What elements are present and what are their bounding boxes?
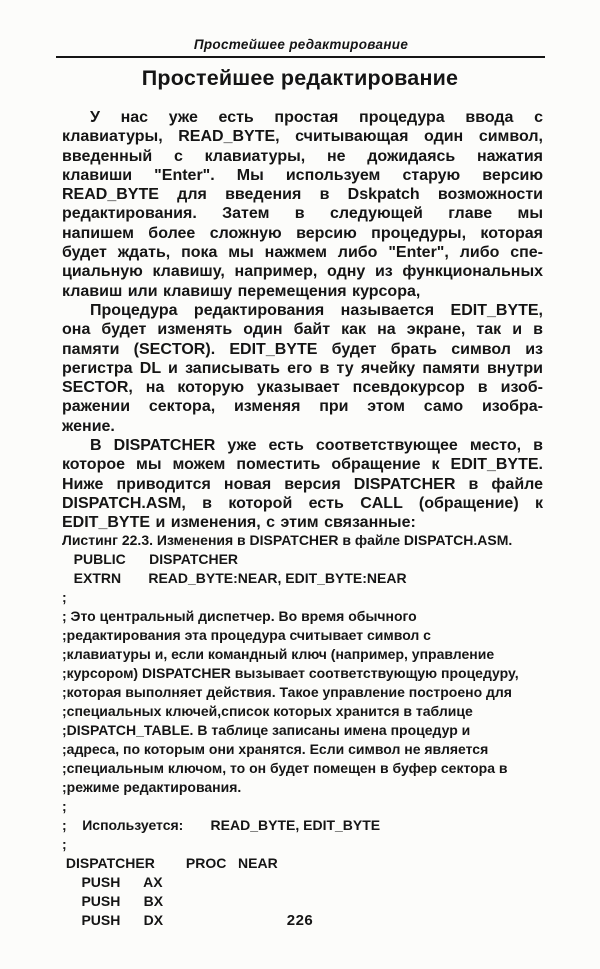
code-listing: [62, 531, 577, 930]
text-line: ражении сектора, изменяя при этом само изобра-: [62, 398, 543, 416]
paragraphs: [62, 108, 543, 533]
page-number: 226: [286, 912, 314, 929]
code-line: ;которая выполняет действия. Такое управление построено для: [62, 684, 512, 700]
text-line: циальную клавишу, например, одну из функциональных: [62, 263, 543, 281]
text-line: она будет изменять один байт как на экране, так и в: [62, 321, 543, 339]
paragraph: [62, 436, 543, 532]
text-line: Процедура редактирования называется EDIT_BYTE,: [90, 301, 543, 319]
code-line: ;DISPATCH_TABLE. В таблице записаны имена процедур и: [62, 722, 471, 738]
code-line: DISPATCHER PROC NEAR: [62, 855, 278, 871]
text-line: EDIT_BYTE и изменения, с этим связанные:: [62, 514, 416, 532]
code-line: ;адреса, по которым они хранятся. Если символ не является: [62, 741, 489, 757]
code-line: ;режиме редактирования.: [62, 779, 242, 795]
listing-code: [62, 550, 577, 930]
paragraph: [62, 301, 543, 436]
code-line: ;клавиатуры и, если командный ключ (например, управление: [62, 646, 495, 662]
code-line: ; Используется: READ_BYTE, EDIT_BYTE: [62, 817, 381, 833]
text-line: клавиш или клавишу перемещения курсора,: [62, 282, 421, 300]
text-line: жение.: [62, 417, 115, 435]
text-line: памяти (SECTOR). EDIT_BYTE будет брать символ из: [62, 340, 543, 358]
code-line: EXTRN READ_BYTE:NEAR, EDIT_BYTE:NEAR: [62, 570, 407, 586]
text-line: регистра DL и записывать его в ту ячейку памяти внутри: [62, 359, 543, 377]
text-line: В DISPATCHER уже есть соответствующее место, в: [90, 437, 543, 455]
code-line: PUSH AX: [62, 874, 163, 890]
text-line: которое мы можем поместить обращение к EDIT_BYTE.: [62, 456, 543, 474]
text-line: введенный с клавиатуры, не дожидаясь нажатия: [62, 147, 543, 165]
text-line: редактирования. Затем в следующей главе мы: [62, 205, 543, 223]
text-line: будет ждать, пока мы нажмем либо "Enter", либо спе-: [62, 244, 543, 262]
text-line: Ниже приводится новая версия DISPATCHER в файле: [62, 475, 543, 493]
text-line: У нас уже есть простая процедура ввода с: [90, 109, 543, 126]
code-line: ;специальных ключей,список которых хранится в таблице: [62, 703, 473, 719]
text-line: READ_BYTE для введения в Dskpatch возможности: [62, 186, 543, 204]
code-line: PUSH DX: [62, 912, 164, 928]
text-line: клавиши "Enter". Мы используем старую версию: [62, 166, 543, 184]
text-line: DISPATCH.ASM, в которой есть CALL (обращение) к: [62, 494, 543, 512]
text-line: SECTOR, на которую указывает псевдокурсор в изоб-: [62, 379, 543, 397]
text-line: клавиатуры, READ_BYTE, считывающая один символ,: [62, 128, 543, 146]
code-line: PUSH BX: [62, 893, 164, 909]
code-line: ;: [62, 589, 67, 605]
code-line: ;специальным ключом, то он будет помещен в буфер сектора в: [62, 760, 508, 776]
code-line: ; Это центральный диспетчер. Во время обычного: [62, 608, 417, 624]
code-line: ;: [62, 836, 67, 852]
header-rule: [56, 56, 545, 58]
running-head: Простейшее редактирование: [193, 37, 409, 52]
code-line: PUBLIC DISPATCHER: [62, 551, 239, 567]
page-title: Простейшее редактирование: [141, 66, 459, 90]
text-line: напишем более сложную версию процедуры, которая: [62, 224, 543, 242]
code-line: ;редактирования эта процедура считывает символ с: [62, 627, 431, 643]
paragraph: [62, 108, 543, 301]
code-line: ;курсором) DISPATCHER вызывает соответствующую процедуру,: [62, 665, 519, 681]
listing-caption: Листинг 22.3. Изменения в DISPATCHER в файле DISPATCH.ASM.: [62, 532, 513, 548]
code-line: ;: [62, 798, 67, 814]
